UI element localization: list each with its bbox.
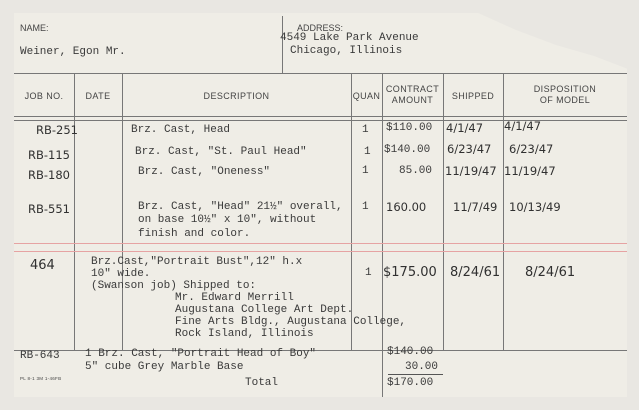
contract-amount: 85.00 xyxy=(399,165,433,177)
col-disposition: DISPOSITION OF MODEL xyxy=(533,84,597,105)
description-line: Augustana College Art Dept. xyxy=(175,304,354,316)
col-date: DATE xyxy=(85,91,111,101)
disposition: 4/1/47 xyxy=(504,119,542,133)
total-amount: $170.00 xyxy=(387,377,434,389)
disposition: 10/13/49 xyxy=(509,200,561,214)
form-code: PL 8-1 3M 1-46FB xyxy=(20,376,62,381)
description: Brz. Cast, Head xyxy=(131,124,231,136)
description-line: on base 10½" x 10", without xyxy=(138,214,317,226)
job-no: 464 xyxy=(30,258,55,273)
col-quan: QUAN xyxy=(352,91,381,101)
shipped-date: 11/7/49 xyxy=(453,200,498,214)
description-line: 10" wide. xyxy=(91,268,151,280)
job-no: RB-643 xyxy=(20,350,60,362)
address-label: ADDRESS: xyxy=(297,23,344,33)
disposition: 11/19/47 xyxy=(504,164,556,178)
col-description: DESCRIPTION xyxy=(203,91,270,101)
description-line: Fine Arts Bldg., Augustana College, xyxy=(175,316,407,328)
shipped-date: 4/1/47 xyxy=(446,121,484,135)
description: Brz. Cast, "St. Paul Head" xyxy=(135,146,307,158)
shipped-date: 8/24/61 xyxy=(450,265,501,280)
name-label: NAME: xyxy=(20,23,49,33)
job-no: RB-551 xyxy=(28,202,70,216)
description-line: finish and color. xyxy=(138,228,251,240)
job-no: RB-251 xyxy=(36,123,78,137)
col-shipped: SHIPPED xyxy=(451,91,495,101)
address-line-2: Chicago, Illinois xyxy=(290,45,403,57)
disposition: 8/24/61 xyxy=(525,265,576,280)
torn-corner xyxy=(476,12,628,70)
total-label: Total xyxy=(245,377,279,389)
job-no: RB-115 xyxy=(28,148,70,162)
contract-amount: 160.00 xyxy=(386,200,427,214)
contract-amount: $140.00 xyxy=(384,144,431,156)
description: Brz. Cast, "Oneness" xyxy=(138,166,271,178)
col-job-no: JOB NO. xyxy=(24,91,64,101)
description-line: Brz.Cast,"Portrait Bust",12" h.x xyxy=(91,256,303,268)
record-card xyxy=(14,13,627,397)
description-line: 5" cube Grey Marble Base xyxy=(85,361,244,373)
quantity: 1 xyxy=(362,165,369,177)
contract-amount: $110.00 xyxy=(386,122,433,134)
description-line: 1 Brz. Cast, "Portrait Head of Boy" xyxy=(85,348,317,360)
description-line: Mr. Edward Merrill xyxy=(175,292,294,304)
description-line: (Swanson job) Shipped to: xyxy=(91,280,257,292)
shipped-date: 11/19/47 xyxy=(445,164,497,178)
job-no: RB-180 xyxy=(28,168,70,182)
col-contract: CONTRACT AMOUNT xyxy=(385,84,440,105)
description-line: Brz. Cast, "Head" 21½" overall, xyxy=(138,201,343,213)
quantity: 1 xyxy=(365,267,372,279)
contract-amount: $140.00 xyxy=(387,346,434,358)
disposition: 6/23/47 xyxy=(509,142,554,156)
name-value: Weiner, Egon Mr. xyxy=(20,46,126,58)
quantity: 1 xyxy=(362,201,369,213)
shipped-date: 6/23/47 xyxy=(447,142,492,156)
contract-amount: $175.00 xyxy=(383,265,437,280)
quantity: 1 xyxy=(364,146,371,158)
address-line-1: 4549 Lake Park Avenue xyxy=(280,32,419,44)
contract-amount: 30.00 xyxy=(405,361,439,373)
quantity: 1 xyxy=(362,124,369,136)
description-line: Rock Island, Illinois xyxy=(175,328,314,340)
